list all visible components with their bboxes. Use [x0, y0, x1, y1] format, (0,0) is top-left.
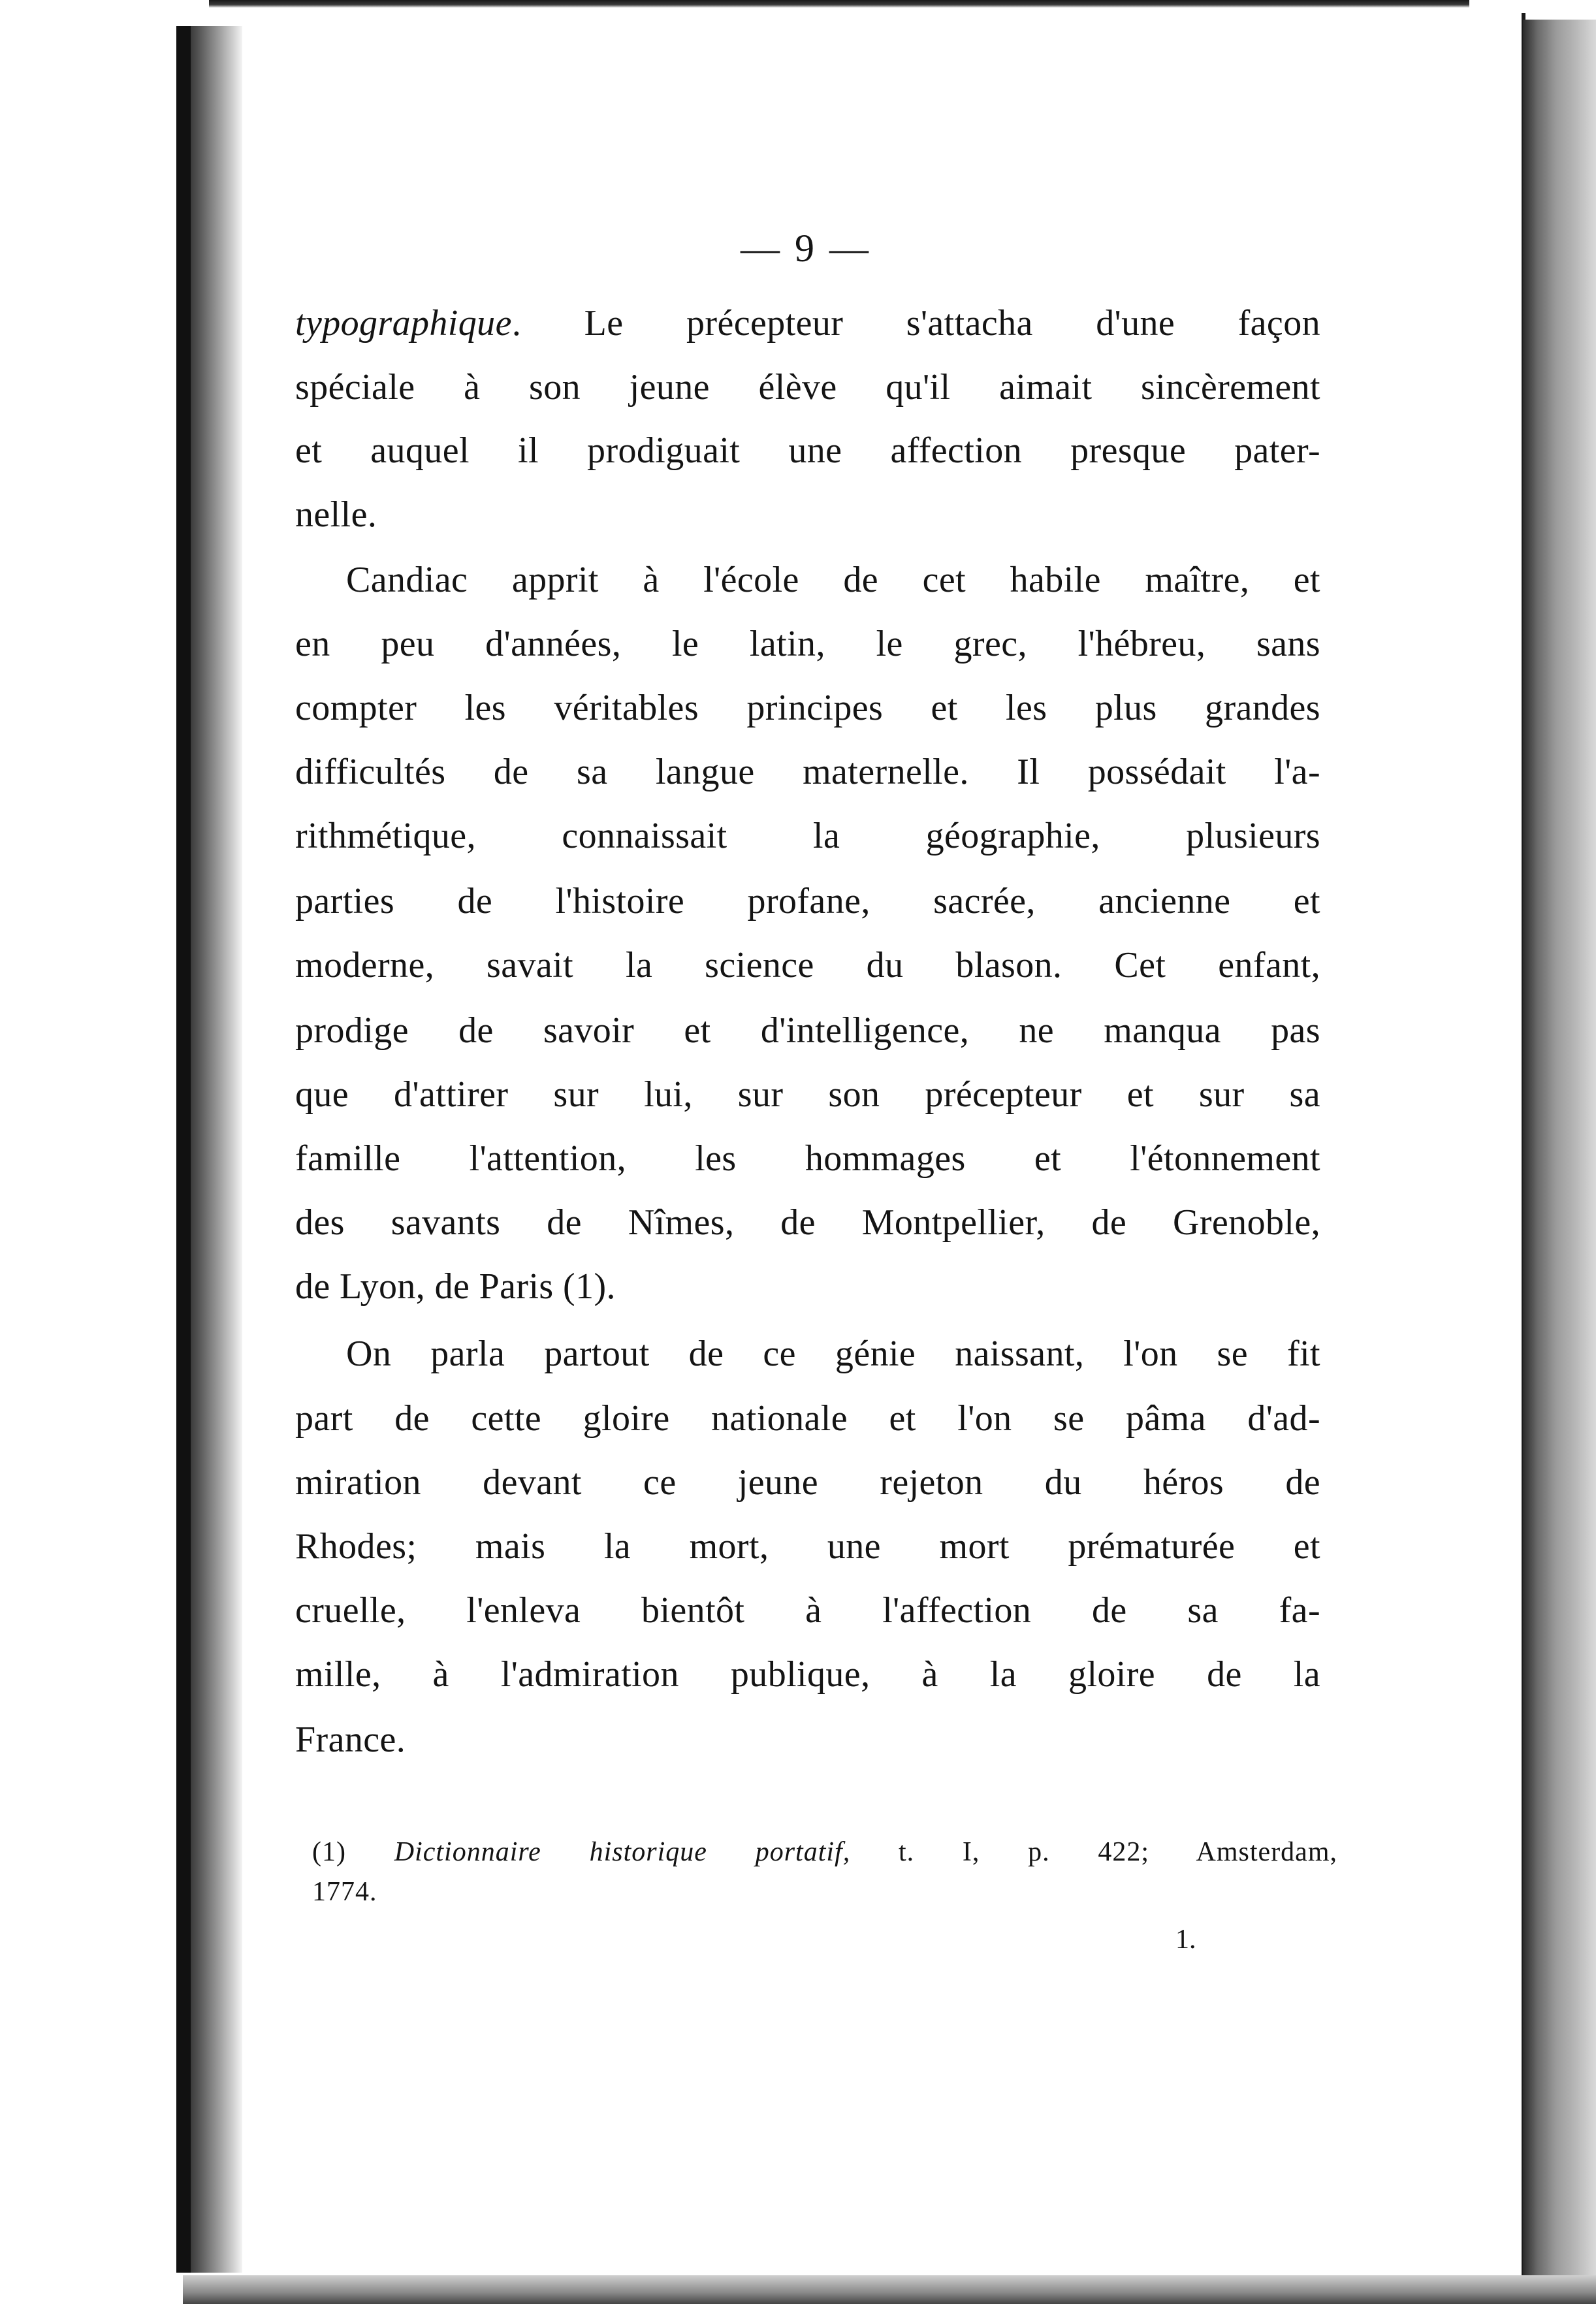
footnote-reference: t. I, p. 422; Amsterdam, — [850, 1837, 1337, 1867]
body-line: rithmétique, connaissait la géographie, plusieurs — [295, 816, 1320, 856]
body-line: des savants de Nîmes, de Montpellier, de Grenoble, — [295, 1202, 1320, 1243]
top-edge-shadow — [209, 0, 1469, 8]
body-line: prodige de savoir et d'intelligence, ne manqua pas — [295, 1010, 1320, 1051]
footnote-title: Dictionnaire historique portatif, — [394, 1837, 851, 1867]
body-line — [295, 297, 1320, 349]
italic-word: typographique — [295, 303, 512, 344]
body-line: et auquel il prodiguait une affection presque pater- — [295, 430, 1320, 471]
previous-page-fragment — [0, 0, 183, 2304]
body-line: famille l'attention, les hommages et l'étonnement — [295, 1138, 1320, 1179]
footnote-marker: (1) — [312, 1837, 346, 1867]
signature-mark: 1. — [1175, 1925, 1196, 1955]
body-line: en peu d'années, le latin, le grec, l'hébreu, sans — [295, 624, 1320, 664]
body-line: Rhodes; mais la mort, une mort prématurée et — [295, 1526, 1320, 1567]
body-line: spéciale à son jeune élève qu'il aimait sincèrement — [295, 367, 1320, 408]
book-gutter — [176, 26, 191, 2273]
body-line: miration devant ce jeune rejeton du héros de — [295, 1462, 1320, 1503]
body-line: On parla partout de ce génie naissant, l'on se fit — [346, 1334, 1320, 1374]
body-line: nelle. — [295, 494, 377, 535]
body-line: part de cette gloire nationale et l'on se pâma d'ad- — [295, 1398, 1320, 1439]
footnote — [312, 1832, 1337, 1872]
body-line: que d'attirer sur lui, sur son précepteur et sur sa — [295, 1074, 1320, 1115]
bottom-edge-shadow — [183, 2275, 1596, 2304]
body-line: cruelle, l'enleva bientôt à l'affection de sa fa- — [295, 1590, 1320, 1631]
page-fore-edge — [1523, 20, 1596, 2279]
body-line: de Lyon, de Paris (1). — [295, 1266, 616, 1307]
body-text: . Le précepteur s'attacha d'une façon — [511, 303, 1320, 344]
body-line: compter les véritables principes et les plus grandes — [295, 688, 1320, 728]
body-line: moderne, savait la science du blason. Cet enfant, — [295, 945, 1320, 985]
body-line: parties de l'histoire profane, sacrée, ancienne et — [295, 881, 1320, 921]
body-line: mille, à l'admiration publique, à la gloire de la — [295, 1654, 1320, 1695]
body-line: difficultés de sa langue maternelle. Il possédait l'a- — [295, 752, 1320, 792]
body-line: Candiac apprit à l'école de cet habile maître, et — [346, 560, 1320, 600]
footnote-continuation: 1774. — [312, 1877, 377, 1907]
body-line: France. — [295, 1720, 406, 1760]
page-number: — 9 — — [741, 227, 871, 270]
